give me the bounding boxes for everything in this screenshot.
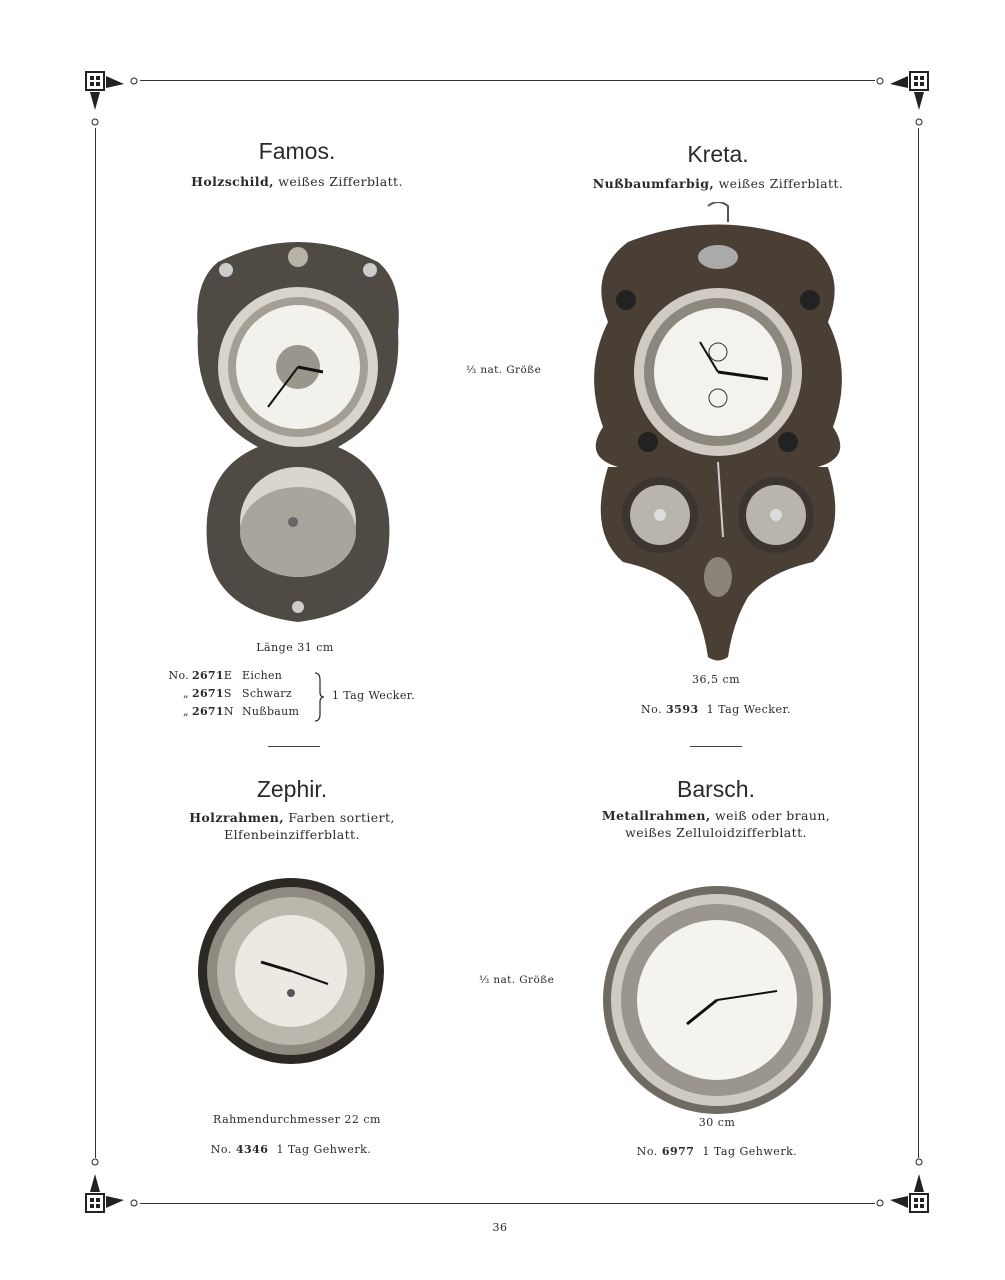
- ditto-mark: „: [183, 687, 189, 700]
- variant-row: [166, 687, 306, 705]
- product-title-famos: Famos.: [258, 138, 336, 164]
- item-number: 3593: [666, 703, 699, 716]
- corner-ornament-icon: [870, 70, 930, 132]
- movement: 1 Tag Wecker.: [706, 703, 792, 716]
- movement-famos: 1 Tag Wecker.: [332, 689, 416, 702]
- subtitle-line2: Elfenbeinzifferblatt.: [224, 827, 360, 842]
- scale-note: ⅓ nat. Größe: [479, 974, 555, 986]
- frame-left-line: [95, 128, 96, 1158]
- clock-image-kreta: [588, 202, 848, 664]
- subtitle-bold: Holzschild,: [191, 174, 274, 189]
- no-prefix: No.: [168, 669, 189, 682]
- dimension-zephir: Rahmendurchmesser 22 cm: [213, 1113, 381, 1126]
- item-finish: Eichen: [242, 669, 283, 682]
- subtitle-text: weiß oder braun,: [714, 808, 831, 823]
- item-number: 2671: [192, 669, 224, 682]
- movement: 1 Tag Gehwerk.: [702, 1145, 798, 1158]
- page-number: 36: [492, 1221, 508, 1234]
- product-title-barsch: Barsch.: [677, 776, 755, 802]
- item-finish: Schwarz: [242, 687, 292, 700]
- order-line-kreta: [566, 703, 866, 716]
- item-suffix: S: [223, 687, 232, 700]
- no-prefix: No.: [210, 1143, 232, 1156]
- frame-top-line: [140, 80, 875, 81]
- product-subtitle-zephir: [92, 809, 492, 843]
- variant-row: [166, 705, 306, 723]
- item-number: 6977: [661, 1145, 695, 1158]
- dimension-famos: Länge 31 cm: [256, 641, 334, 654]
- movement: 1 Tag Gehwerk.: [276, 1143, 372, 1156]
- item-suffix: E: [223, 669, 233, 682]
- subtitle-bold: Nußbaumfarbig,: [592, 176, 715, 191]
- ditto-mark: „: [183, 705, 189, 718]
- order-line-zephir: [141, 1143, 441, 1156]
- product-subtitle-barsch: [516, 807, 916, 841]
- product-subtitle-kreta: [518, 175, 918, 192]
- variant-row: [166, 669, 306, 687]
- no-prefix: No.: [636, 1145, 658, 1158]
- corner-ornament-icon: [84, 70, 144, 132]
- corner-ornament-icon: [84, 1152, 144, 1214]
- subtitle-line2: weißes Zelluloidzifferblatt.: [625, 825, 807, 840]
- item-suffix: N: [223, 705, 234, 718]
- item-finish: Nußbaum: [242, 705, 300, 718]
- subtitle-text: Farben sortiert,: [288, 810, 395, 825]
- clock-image-barsch: [602, 884, 832, 1116]
- product-subtitle-famos: [97, 173, 497, 190]
- variant-rows: [166, 669, 306, 723]
- subtitle-bold: Metallrahmen,: [601, 808, 711, 823]
- order-line-barsch: [567, 1145, 867, 1158]
- clock-image-zephir: [196, 876, 386, 1066]
- dimension-barsch: 30 cm: [698, 1116, 736, 1129]
- dimension-kreta: 36,5 cm: [691, 673, 741, 686]
- item-number: 4346: [235, 1143, 269, 1156]
- brace-icon: [313, 672, 325, 722]
- no-prefix: No.: [640, 703, 663, 716]
- corner-ornament-icon: [870, 1152, 930, 1214]
- divider: [268, 746, 320, 747]
- product-title-zephir: Zephir.: [256, 776, 328, 802]
- clock-image-famos: [188, 222, 408, 627]
- divider: [690, 746, 742, 747]
- item-number: 2671: [192, 687, 224, 700]
- subtitle-bold: Holzrahmen,: [189, 810, 285, 825]
- frame-bottom-line: [140, 1203, 875, 1204]
- item-number: 2671: [192, 705, 224, 718]
- subtitle-text: weißes Zifferblatt.: [718, 176, 844, 191]
- subtitle-text: weißes Zifferblatt.: [278, 174, 403, 189]
- frame-right-line: [918, 128, 919, 1158]
- product-title-kreta: Kreta.: [687, 141, 749, 167]
- scale-note: ⅓ nat. Größe: [466, 364, 542, 376]
